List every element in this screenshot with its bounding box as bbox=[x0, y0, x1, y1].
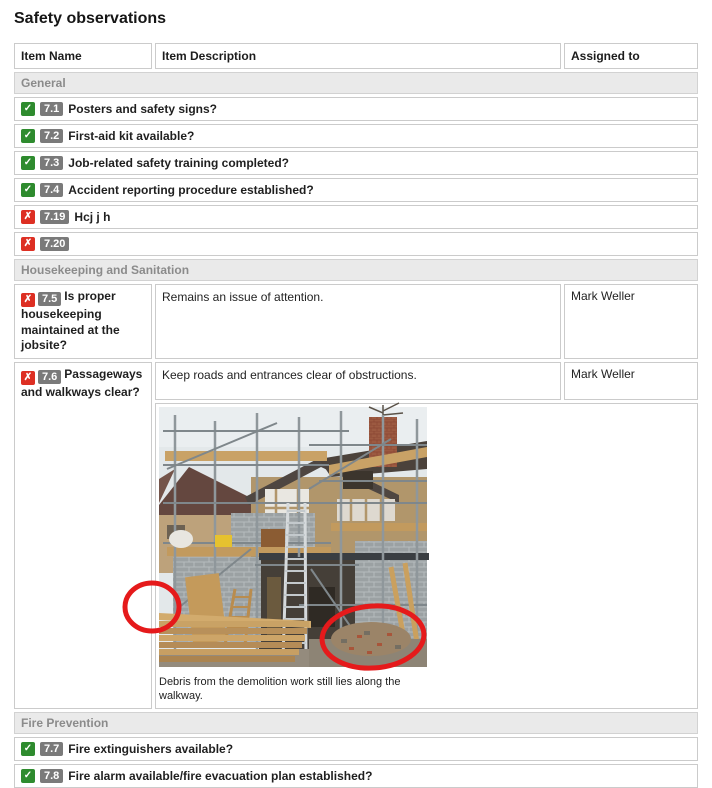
assigned-to-value: Mark Weller bbox=[564, 284, 698, 359]
checklist-row-7-6 bbox=[14, 362, 698, 710]
item-number-badge: 7.2 bbox=[40, 129, 63, 143]
item-question: Fire alarm available/fire evacuation plan established? bbox=[68, 769, 373, 784]
site-photo bbox=[159, 407, 427, 672]
item-number-badge: 7.19 bbox=[40, 210, 69, 224]
item-question: Hcj j h bbox=[74, 210, 111, 224]
item-question: First-aid kit available? bbox=[68, 129, 195, 143]
item-description: Keep roads and entrances clear of obstructions. bbox=[155, 362, 561, 400]
item-question: Job-related safety training completed? bbox=[68, 156, 290, 170]
item-number-badge: 7.6 bbox=[38, 370, 61, 384]
section-header-housekeeping: Housekeeping and Sanitation bbox=[14, 259, 698, 281]
checklist-row-7-4 bbox=[14, 178, 698, 202]
col-header-assigned-to: Assigned to bbox=[564, 43, 698, 69]
section-header-fire-prevention: Fire Prevention bbox=[14, 712, 698, 734]
checklist-row-7-1 bbox=[14, 97, 698, 121]
item-number-badge: 7.4 bbox=[40, 183, 63, 197]
checklist-row-7-8 bbox=[14, 764, 698, 788]
page-title: Safety observations bbox=[14, 10, 167, 27]
fail-icon: ✗ bbox=[21, 371, 35, 385]
item-question: Fire extinguishers available? bbox=[68, 742, 234, 757]
item-number-badge: 7.3 bbox=[40, 156, 63, 170]
photo-caption: Debris from the demolition work still lies along the walkway. bbox=[159, 675, 401, 703]
pass-icon: ✓ bbox=[21, 769, 35, 783]
construction-site-photo bbox=[159, 407, 427, 667]
item-question: Passageways and walkways clear? bbox=[21, 366, 143, 399]
fail-icon: ✗ bbox=[21, 237, 35, 251]
observations-table bbox=[14, 43, 698, 788]
section-header-general: General bbox=[14, 72, 698, 94]
checklist-row-7-7 bbox=[14, 737, 698, 761]
item-number-badge: 7.7 bbox=[40, 742, 63, 756]
assigned-to-value: Mark Weller bbox=[564, 362, 698, 400]
table-header bbox=[14, 43, 698, 69]
pass-icon: ✓ bbox=[21, 129, 35, 143]
fail-icon: ✗ bbox=[21, 293, 35, 307]
item-name-cell bbox=[14, 284, 152, 359]
item-number-badge: 7.8 bbox=[40, 769, 63, 783]
item-description: Remains an issue of attention. bbox=[155, 284, 561, 359]
item-question: Accident reporting procedure established? bbox=[68, 183, 314, 197]
item-question: Posters and safety signs? bbox=[68, 102, 218, 116]
pass-icon: ✓ bbox=[21, 742, 35, 756]
item-question: Is proper housekeeping maintained at the jobsite? bbox=[21, 289, 120, 353]
photo-attachment-cell bbox=[155, 403, 698, 710]
checklist-row-7-3 bbox=[14, 151, 698, 175]
fail-icon: ✗ bbox=[21, 210, 35, 224]
col-header-item-description: Item Description bbox=[155, 43, 561, 69]
pass-icon: ✓ bbox=[21, 156, 35, 170]
col-header-item-name: Item Name bbox=[14, 43, 152, 69]
checklist-row-7-2 bbox=[14, 124, 698, 148]
item-name-cell bbox=[14, 362, 152, 710]
checklist-row-7-20 bbox=[14, 232, 698, 256]
item-number-badge: 7.20 bbox=[40, 237, 69, 251]
item-number-badge: 7.1 bbox=[40, 102, 63, 116]
item-number-badge: 7.5 bbox=[38, 292, 61, 306]
pass-icon: ✓ bbox=[21, 102, 35, 116]
checklist-row-7-5 bbox=[14, 284, 698, 359]
pass-icon: ✓ bbox=[21, 183, 35, 197]
checklist-row-7-19 bbox=[14, 205, 698, 229]
